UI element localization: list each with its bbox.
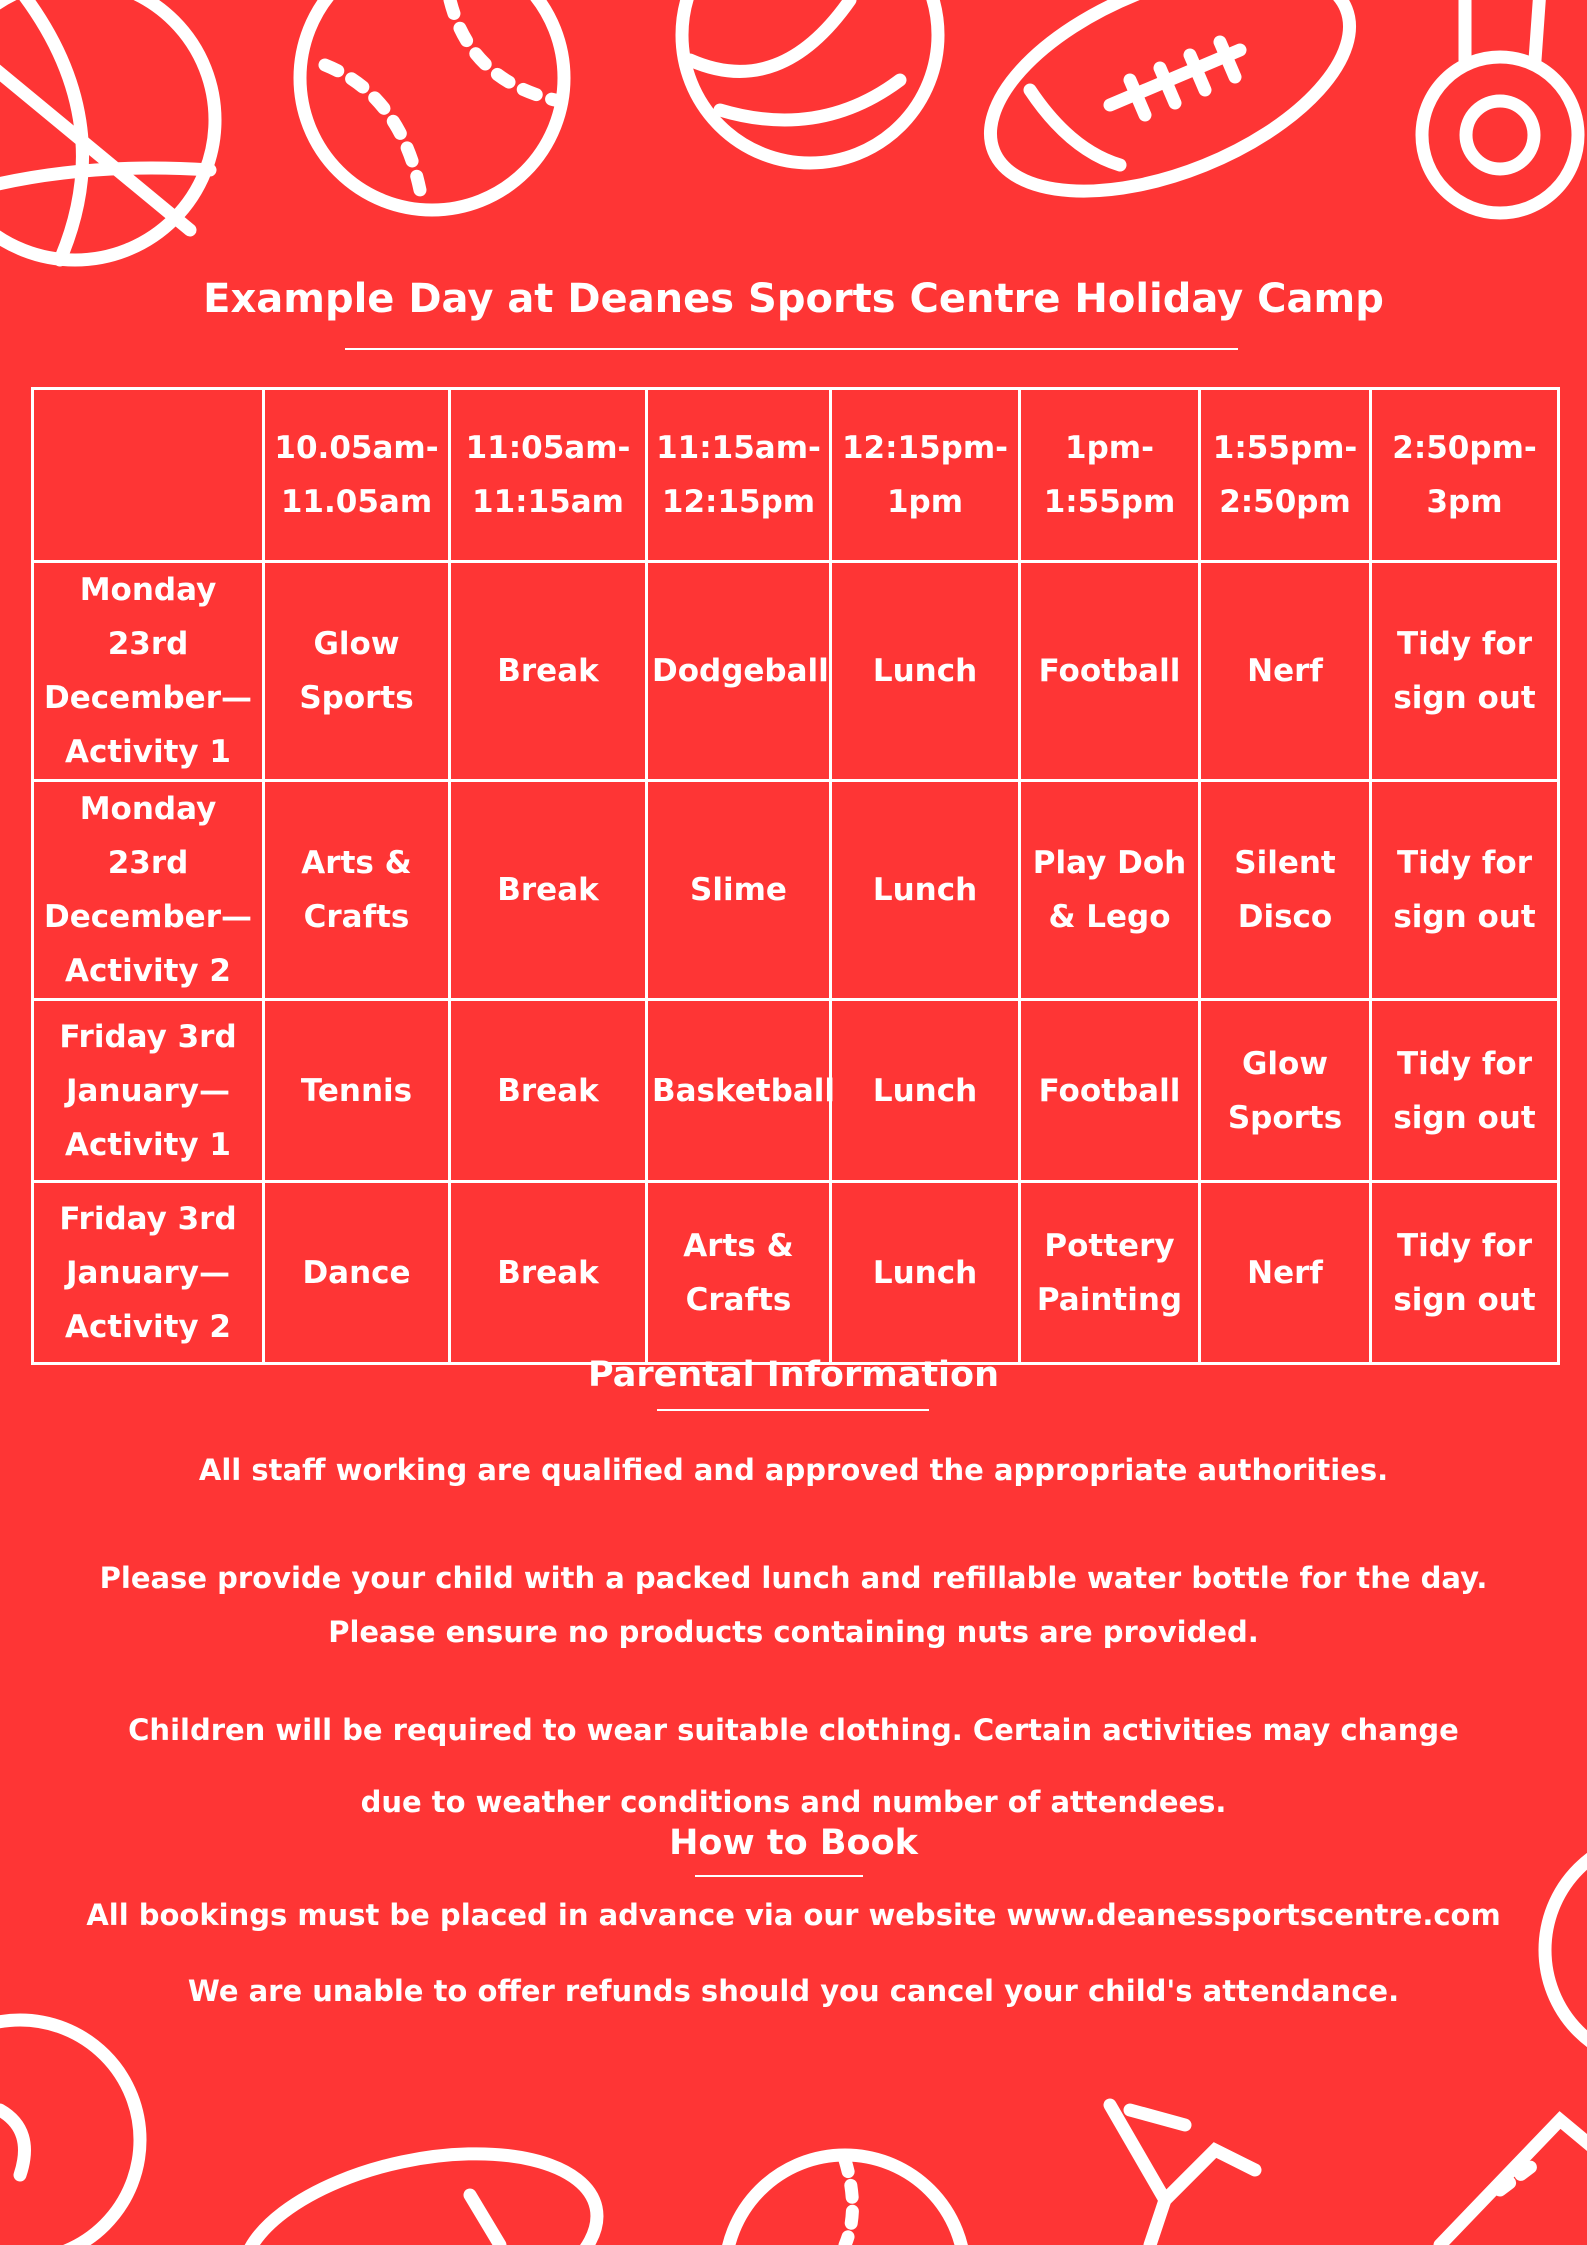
time-header: 12:15pm- 1pm <box>831 389 1020 562</box>
time-header: 11:05am- 11:15am <box>450 389 647 562</box>
activity-cell: Break <box>450 562 647 781</box>
day-label: Monday 23rd December— Activity 2 <box>33 781 264 1000</box>
activity-cell: Lunch <box>831 1182 1020 1364</box>
page-title: Example Day at Deanes Sports Centre Holiday Camp <box>203 276 1384 322</box>
table-row <box>33 562 1559 781</box>
medal-icon <box>1422 0 1578 213</box>
day-label: Friday 3rd January— Activity 2 <box>33 1182 264 1364</box>
how-to-book-heading: How to Book <box>669 1823 918 1863</box>
corner-cell <box>33 389 264 562</box>
activity-cell: Break <box>450 781 647 1000</box>
how-to-book-underline <box>695 1875 863 1877</box>
activity-cell: Glow Sports <box>264 562 450 781</box>
activity-cell: Tennis <box>264 1000 450 1182</box>
time-header: 1pm- 1:55pm <box>1020 389 1200 562</box>
table-row <box>33 1182 1559 1364</box>
basketball-icon <box>0 0 215 260</box>
activity-cell: Break <box>450 1000 647 1182</box>
activity-cell: Lunch <box>831 781 1020 1000</box>
badminton-racket-icon <box>1440 2120 1587 2245</box>
day-label: Monday 23rd December— Activity 1 <box>33 562 264 781</box>
schedule-table <box>31 387 1560 1365</box>
refund-paragraph: We are unable to offer refunds should you cancel your child's attendance. <box>187 1974 1400 2008</box>
parental-heading-underline <box>657 1409 929 1411</box>
activity-cell: Tidy for sign out <box>1371 562 1559 781</box>
activity-cell: Lunch <box>831 1000 1020 1182</box>
american-football-icon <box>959 0 1380 236</box>
basketball-icon <box>0 2020 140 2245</box>
activity-cell: Football <box>1020 1000 1200 1182</box>
activity-cell: Break <box>450 1182 647 1364</box>
table-header-row <box>33 389 1559 562</box>
activity-cell: Pottery Painting <box>1020 1182 1200 1364</box>
activity-cell: Football <box>1020 562 1200 781</box>
title-underline <box>345 348 1238 350</box>
baseball-icon <box>300 0 564 210</box>
booking-paragraph: All bookings must be placed in advance via our website www.deanessportscentre.com <box>86 1898 1501 1932</box>
day-label: Friday 3rd January— Activity 1 <box>33 1000 264 1182</box>
time-header: 1:55pm- 2:50pm <box>1200 389 1371 562</box>
parental-info-heading: Parental Information <box>587 1355 1000 1395</box>
table-row <box>33 1000 1559 1182</box>
activity-cell: Arts & Crafts <box>264 781 450 1000</box>
activity-cell: Tidy for sign out <box>1371 1182 1559 1364</box>
activity-cell: Dance <box>264 1182 450 1364</box>
lunch-paragraph: Please provide your child with a packed lunch and refillable water bottle for the day. Please ensure no products containing nuts are provided. <box>99 1561 1488 1649</box>
time-header: 11:15am- 12:15pm <box>647 389 831 562</box>
time-header: 10.05am- 11.05am <box>264 389 450 562</box>
activity-cell: Dodgeball <box>647 562 831 781</box>
activity-cell: Nerf <box>1200 1182 1371 1364</box>
staff-paragraph: All staff working are qualified and approved the appropriate authorities. <box>198 1453 1389 1487</box>
activity-cell: Silent Disco <box>1200 781 1371 1000</box>
activity-cell: Tidy for sign out <box>1371 781 1559 1000</box>
american-football-icon <box>226 2124 613 2245</box>
activity-cell: Tidy for sign out <box>1371 1000 1559 1182</box>
activity-cell: Slime <box>647 781 831 1000</box>
activity-cell: Glow Sports <box>1200 1000 1371 1182</box>
table-row <box>33 781 1559 1000</box>
ball-icon <box>1545 1835 1587 2065</box>
activity-cell: Basketball <box>647 1000 831 1182</box>
clothing-paragraph: Children will be required to wear suitable clothing. Certain activities may change due to weather conditions and number of attendees. <box>128 1713 1459 1819</box>
medal-icon <box>1110 2105 1255 2245</box>
volleyball-icon <box>682 0 938 163</box>
activity-cell: Play Doh & Lego <box>1020 781 1200 1000</box>
activity-cell: Lunch <box>831 562 1020 781</box>
time-header: 2:50pm- 3pm <box>1371 389 1559 562</box>
activity-cell: Nerf <box>1200 562 1371 781</box>
activity-cell: Arts & Crafts <box>647 1182 831 1364</box>
baseball-icon <box>725 2155 965 2245</box>
